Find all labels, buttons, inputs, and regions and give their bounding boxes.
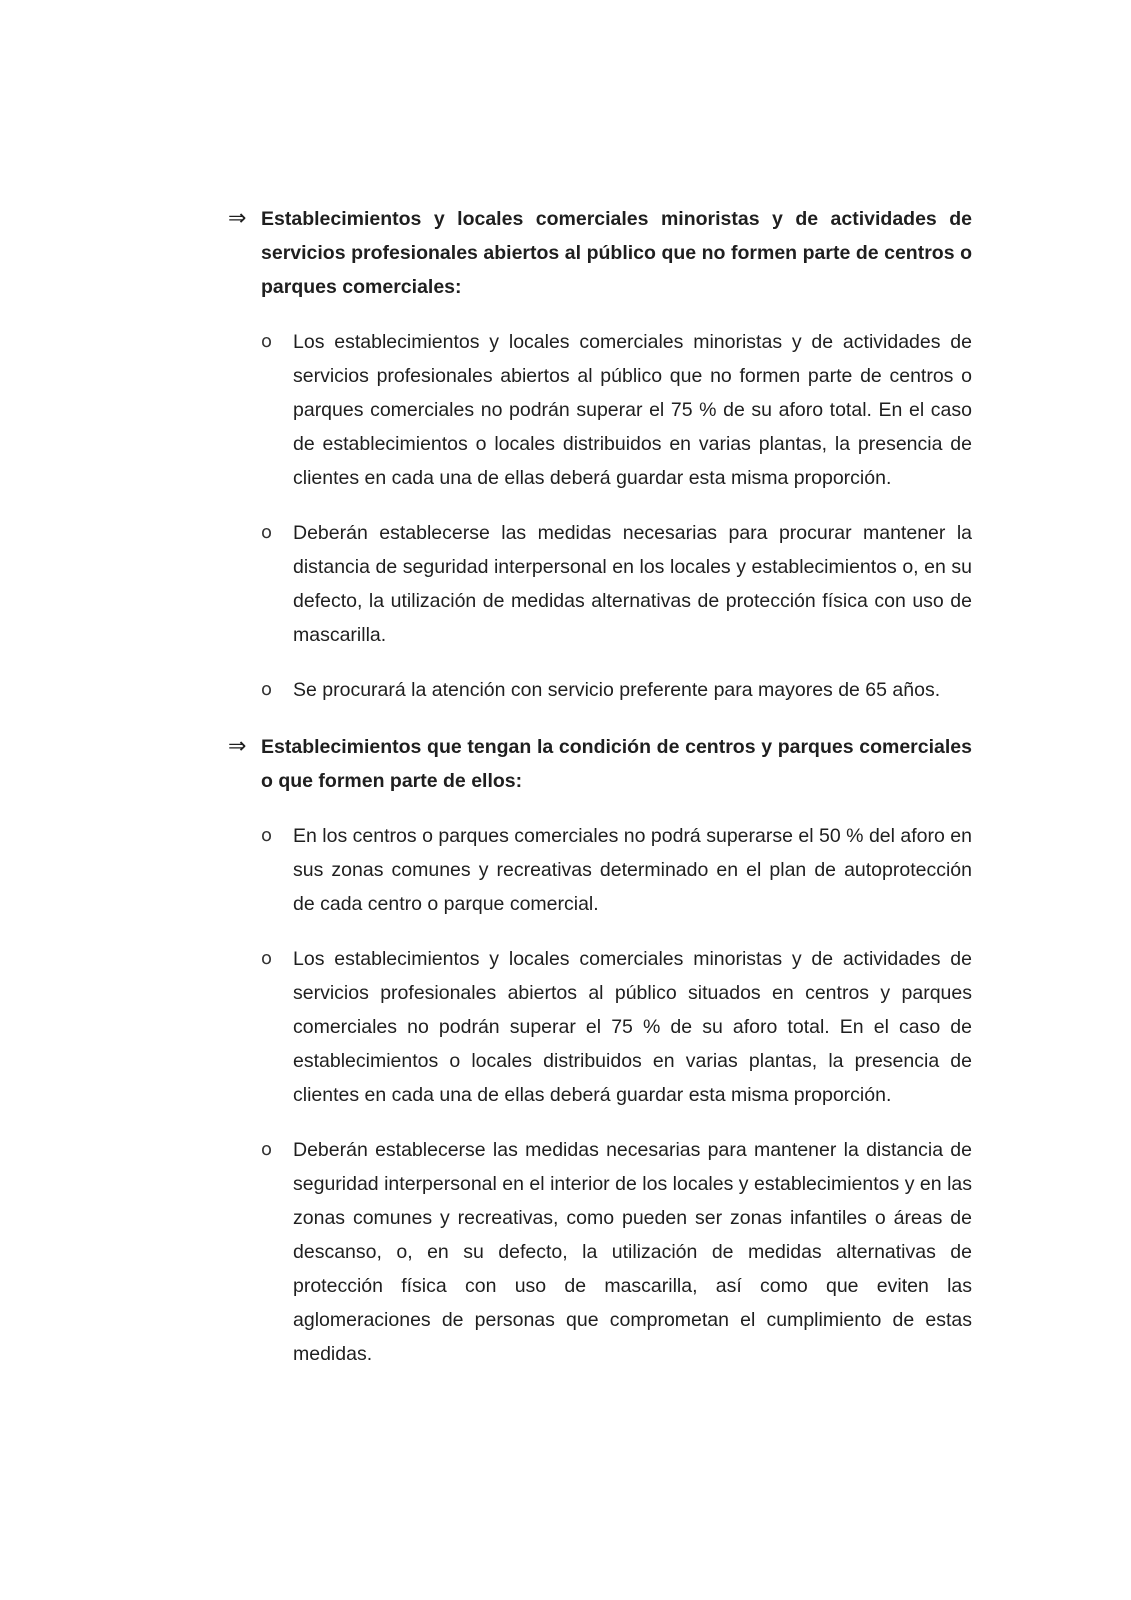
list-item-text: Los establecimientos y locales comerciales minoristas y de actividades de servicios profesionales abiertos al público que no formen parte de centros o parques comerciales no podrán superar el 75 % de su aforo total. En el caso de establecimientos o locales distribuidos en varias plantas, la presencia de clientes en cada una de ellas deberá guardar esta misma proporción. [293,331,972,489]
list-item-text: Los establecimientos y locales comerciales minoristas y de actividades de servicios profesionales abiertos al público situados en centros y parques comerciales no podrán superar el 75 % de su aforo total. En el caso de establecimientos o locales distribuidos en varias plantas, la presencia de clientes en cada una de ellas deberá guardar esta misma proporción. [293,948,972,1106]
circle-bullet-icon: o [261,1139,273,1160]
section-list [228,325,972,707]
circle-bullet-icon: o [261,948,273,969]
list-item [228,1133,972,1371]
circle-bullet-icon: o [261,679,273,700]
double-arrow-icon: ⇒ [228,734,247,759]
section-heading [228,730,972,798]
section-list [228,819,972,1371]
section-heading-text: Establecimientos que tengan la condición de centros y parques comerciales o que formen parte de ellos: [261,736,972,792]
list-item [228,516,972,652]
section-heading [228,202,972,304]
list-item [228,942,972,1112]
circle-bullet-icon: o [261,825,273,846]
list-item-text: Deberán establecerse las medidas necesarias para mantener la distancia de seguridad interpersonal en el interior de los locales y establecimientos y en las zonas comunes y recreativas, como pueden ser zonas infantiles o áreas de descanso, o, en su defecto, la utilización de medidas alternativas de protección física con uso de mascarilla, así como que eviten las aglomeraciones de personas que comprometan el cumplimiento de estas medidas. [293,1139,972,1365]
circle-bullet-icon: o [261,522,273,543]
section-shopping-centers [228,730,972,1371]
list-item-text: Se procurará la atención con servicio preferente para mayores de 65 años. [293,679,941,701]
list-item [228,819,972,921]
section-minor-retail [228,202,972,707]
document-body [228,202,972,1394]
list-item-text: Deberán establecerse las medidas necesarias para procurar mantener la distancia de seguridad interpersonal en los locales y establecimientos o, en su defecto, la utilización de medidas alternativas de protección física con uso de mascarilla. [293,522,972,646]
double-arrow-icon: ⇒ [228,206,247,231]
list-item [228,673,972,707]
list-item-text: En los centros o parques comerciales no podrá superarse el 50 % del aforo en sus zonas comunes y recreativas determinado en el plan de autoprotección de cada centro o parque comercial. [293,825,972,915]
list-item [228,325,972,495]
circle-bullet-icon: o [261,331,273,352]
section-heading-text: Establecimientos y locales comerciales minoristas y de actividades de servicios profesionales abiertos al público que no formen parte de centros o parques comerciales: [261,208,972,298]
